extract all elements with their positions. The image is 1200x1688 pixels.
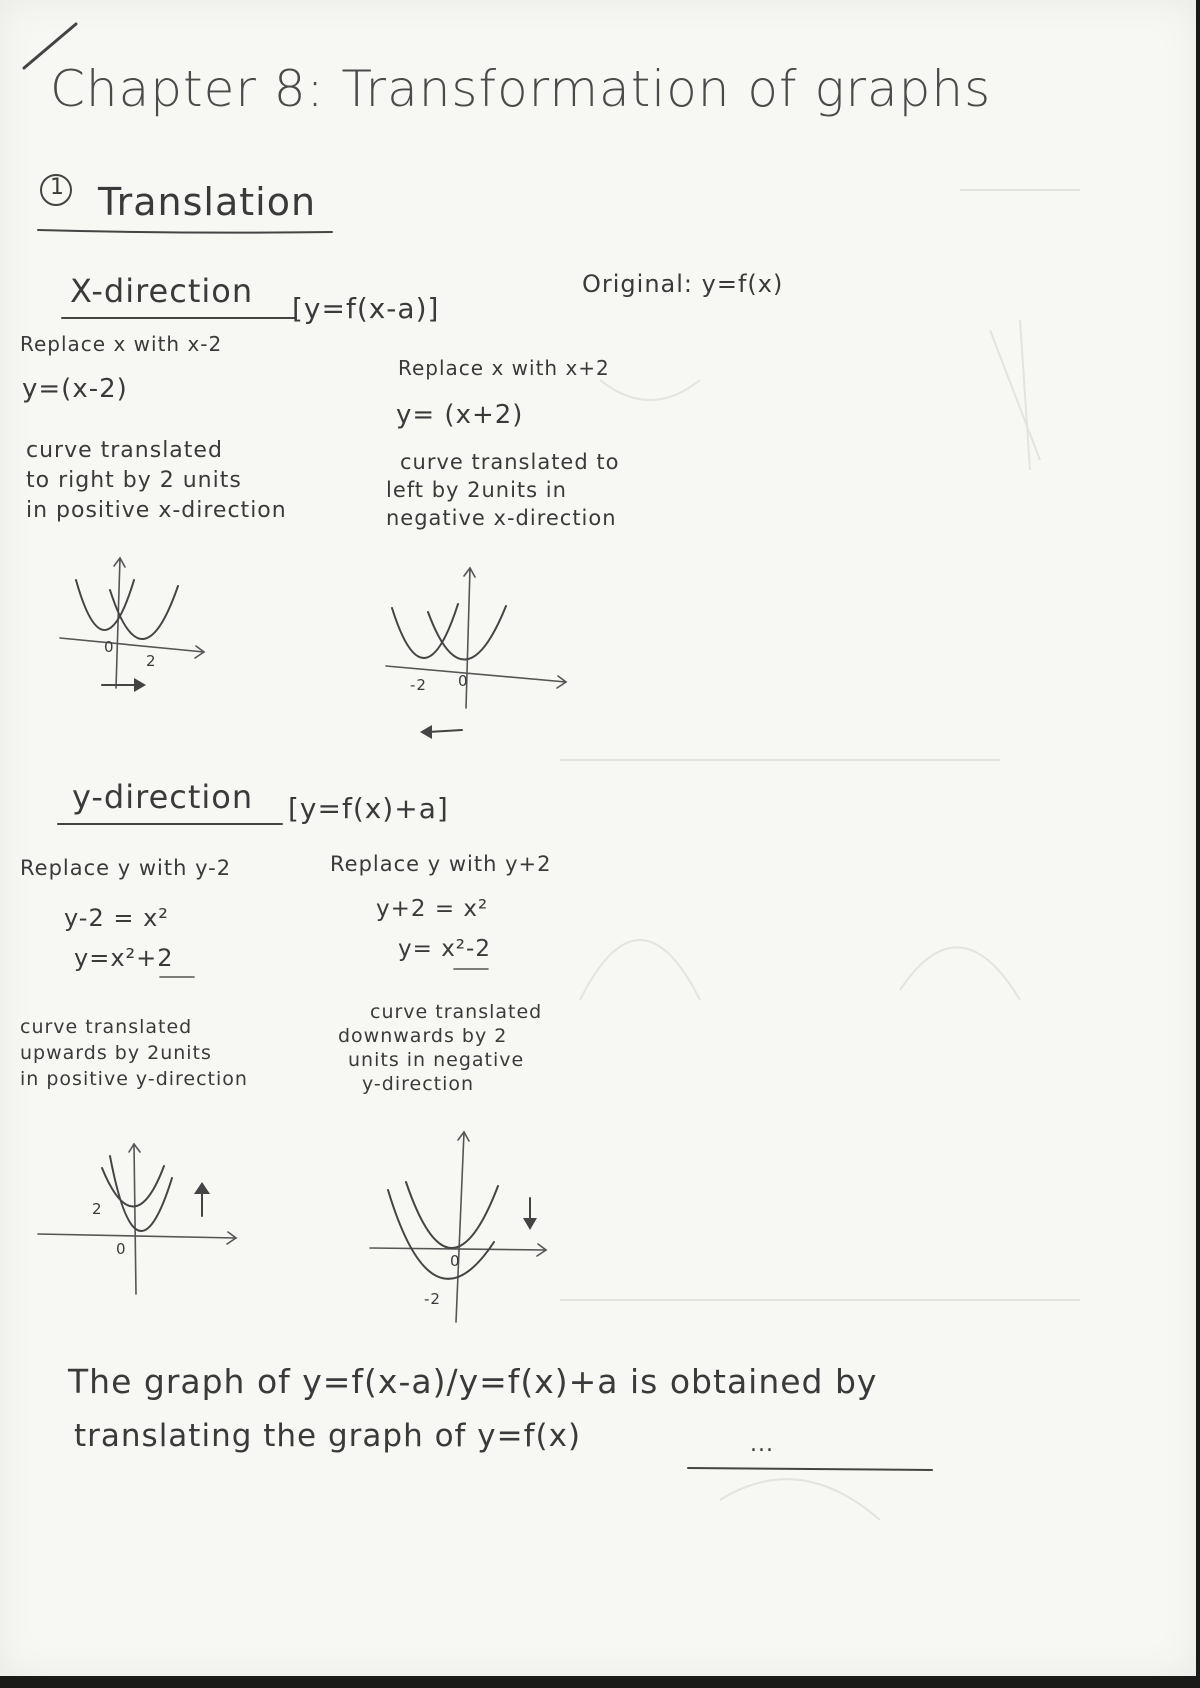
y-right-note-line-1: curve translated bbox=[370, 1001, 543, 1023]
summary-blank-line bbox=[686, 1464, 936, 1474]
x-left-equation: y=(x-2) bbox=[22, 374, 128, 404]
graph-x-left-translation bbox=[380, 560, 570, 710]
graph4-tick-label: -2 bbox=[424, 1290, 441, 1308]
x-direction-underline bbox=[60, 314, 300, 322]
down-arrow-icon bbox=[518, 1196, 542, 1236]
y-left-note bbox=[20, 1014, 248, 1092]
graph-y-up-translation bbox=[36, 1138, 246, 1298]
y-left-equation-underline bbox=[158, 974, 198, 980]
graph3-tick-label: 2 bbox=[92, 1200, 103, 1218]
up-arrow-icon bbox=[190, 1180, 214, 1220]
y-left-note-line-1: curve translated bbox=[20, 1016, 193, 1038]
y-right-equation-1: y+2 = x² bbox=[376, 896, 489, 922]
y-left-note-line-3: in positive y-direction bbox=[20, 1068, 248, 1090]
y-direction-underline bbox=[56, 820, 286, 828]
x-right-note-line-1: curve translated to bbox=[400, 450, 620, 474]
summary-blank: ... bbox=[750, 1432, 774, 1457]
y-direction-heading: y-direction bbox=[72, 778, 254, 816]
section-underline bbox=[36, 226, 336, 236]
y-right-note bbox=[338, 1000, 542, 1096]
x-left-note bbox=[26, 436, 287, 526]
page-title: Chapter 8: Transformation of graphs bbox=[50, 60, 992, 118]
graph1-origin-label: 0 bbox=[104, 638, 115, 656]
y-right-equation-2: y= x²-2 bbox=[398, 936, 491, 962]
graph2-tick-label: -2 bbox=[410, 676, 427, 694]
x-right-note bbox=[386, 448, 619, 532]
y-left-note-line-2: upwards by 2units bbox=[20, 1042, 212, 1064]
left-arrow-icon bbox=[418, 722, 468, 742]
x-direction-heading: X-direction bbox=[70, 272, 254, 310]
summary-line-1: The graph of y=f(x-a)/y=f(x)+a is obtained by bbox=[68, 1362, 878, 1401]
section-number: 1 bbox=[50, 175, 65, 200]
y-left-equation-2: y=x²+2 bbox=[74, 944, 174, 972]
y-direction-formula: [y=f(x)+a] bbox=[288, 792, 449, 825]
original-function: Original: y=f(x) bbox=[582, 270, 784, 298]
y-right-note-line-4: y-direction bbox=[362, 1073, 475, 1095]
right-arrow-icon bbox=[100, 675, 150, 695]
y-left-replace: Replace y with y-2 bbox=[20, 856, 232, 880]
x-right-note-line-3: negative x-direction bbox=[386, 506, 617, 530]
y-right-equation-underline bbox=[452, 966, 492, 972]
section-title: Translation bbox=[98, 180, 317, 224]
y-right-note-line-3: units in negative bbox=[348, 1049, 525, 1071]
x-direction-formula: [y=f(x-a)] bbox=[292, 292, 440, 325]
x-right-replace: Replace x with x+2 bbox=[398, 356, 610, 380]
x-left-note-line-1: curve translated bbox=[26, 438, 223, 463]
y-right-replace: Replace y with y+2 bbox=[330, 852, 552, 876]
x-left-note-line-2: to right by 2 units bbox=[26, 468, 242, 493]
y-left-equation-1: y-2 = x² bbox=[64, 904, 169, 932]
y-right-note-line-2: downwards by 2 bbox=[338, 1025, 508, 1047]
graph3-origin-label: 0 bbox=[116, 1240, 127, 1258]
x-right-equation: y= (x+2) bbox=[396, 400, 524, 430]
x-left-replace: Replace x with x-2 bbox=[20, 332, 223, 356]
graph1-tick-label: 2 bbox=[146, 652, 157, 670]
graph2-origin-label: 0 bbox=[458, 672, 469, 690]
x-left-note-line-3: in positive x-direction bbox=[26, 498, 287, 523]
graph4-origin-label: 0 bbox=[450, 1252, 461, 1270]
summary-line-2: translating the graph of y=f(x) bbox=[74, 1418, 582, 1454]
x-right-note-line-2: left by 2units in bbox=[386, 478, 567, 502]
